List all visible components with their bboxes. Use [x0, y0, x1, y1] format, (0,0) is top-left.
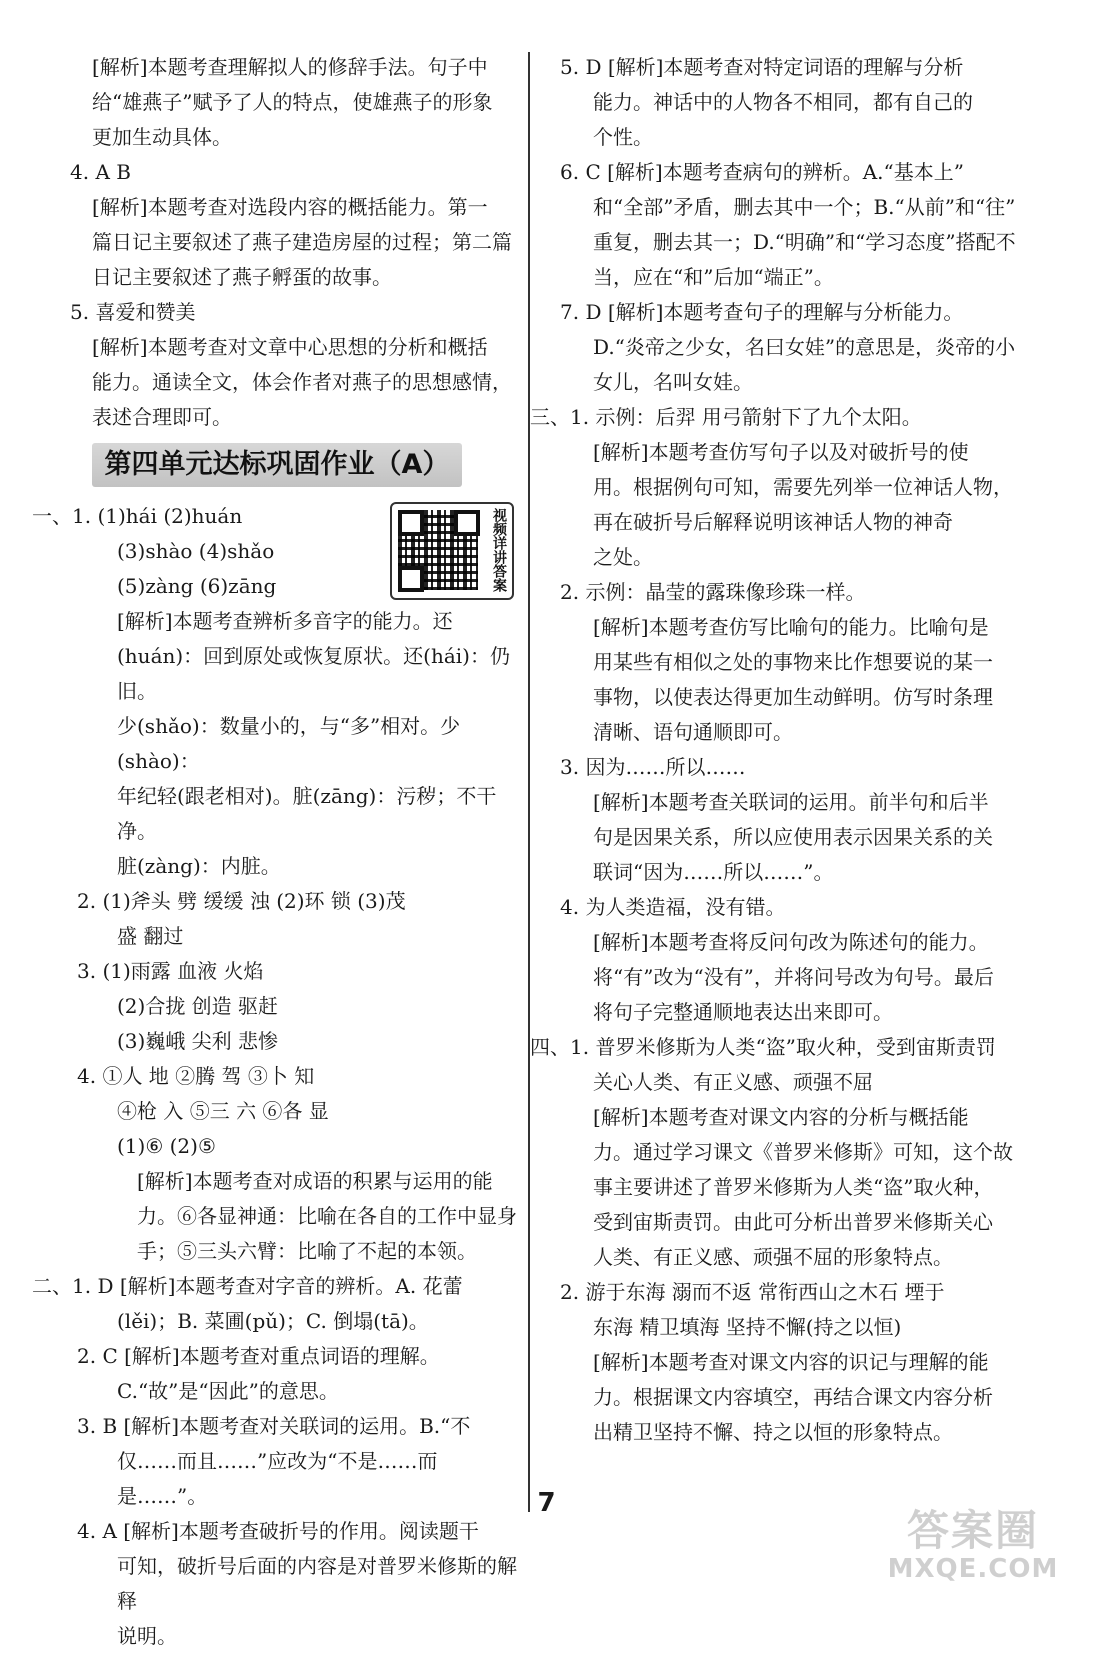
text-line: 4. A [解析]本题考查破折号的作用。阅读题干 — [77, 1519, 479, 1543]
text-line: [解析]本题考查对文章中心思想的分析和概括 — [92, 335, 488, 359]
page-number: 7 — [537, 1488, 556, 1518]
text-line: 脏(zàng)：内脏。 — [117, 854, 281, 878]
text-line: (lěi)；B. 菜圃(pǔ)；C. 倒塌(tā)。 — [117, 1309, 429, 1333]
text-line: 盛 翻过 — [117, 924, 184, 948]
text-line: 能力。通读全文，体会作者对燕子的思想感情， — [92, 370, 512, 394]
qr-label: 视频详讲答案 — [491, 508, 507, 592]
text-line: 说明。 — [117, 1624, 177, 1648]
text-line: 和“全部”矛盾，删去其中一个；B.“从前”和“往” — [593, 195, 1016, 219]
text-line: 7. D [解析]本题考查句子的理解与分析能力。 — [560, 300, 964, 324]
text-line: 表述合理即可。 — [92, 405, 232, 429]
text-line: [解析]本题考查理解拟人的修辞手法。句子中 — [92, 55, 488, 79]
text-line: 清晰、语句通顺即可。 — [593, 720, 793, 744]
text-line: 当，应在“和”后加“端正”。 — [593, 265, 834, 289]
qr-code-icon[interactable] — [390, 502, 514, 600]
column-divider — [528, 52, 530, 1512]
text-line: (1)⑥ (2)⑤ — [117, 1134, 216, 1158]
text-line: 3. B [解析]本题考查对关联词的运用。B.“不 — [77, 1414, 471, 1438]
text-line: [解析]本题考查对课文内容的分析与概括能 — [593, 1105, 969, 1129]
section-4-q1: 四、1. 普罗米修斯为人类“盗”取火种，受到宙斯责罚 — [530, 1035, 996, 1059]
right-column — [530, 50, 1033, 1450]
text-line: 出精卫坚持不懈、持之以恒的形象特点。 — [593, 1420, 953, 1444]
text-line: 句是因果关系，所以应使用表示因果关系的关 — [593, 825, 993, 849]
text-line: 受到宙斯责罚。由此可分析出普罗米修斯关心 — [593, 1210, 993, 1234]
text-line: 手；⑤三头六臂：比喻了不起的本领。 — [137, 1239, 477, 1263]
text-line: 力。⑥各显神通：比喻在各自的工作中显身 — [137, 1204, 517, 1228]
text-line: [解析]本题考查关联词的运用。前半句和后半 — [593, 790, 989, 814]
text-line: 更加生动具体。 — [92, 125, 232, 149]
text-line: 5. D [解析]本题考查对特定词语的理解与分析 — [560, 55, 964, 79]
qr-corner — [454, 510, 480, 536]
text-line: 可知，破折号后面的内容是对普罗米修斯的解释 — [117, 1554, 517, 1613]
text-line: 4. 为人类造福，没有错。 — [560, 895, 786, 919]
text-line: (3)shào (4)shǎo — [117, 539, 275, 563]
qr-corner — [398, 566, 424, 592]
section-3-q1: 三、1. 示例：后羿 用弓箭射下了九个太阳。 — [530, 405, 922, 429]
text-line: (5)zàng (6)zāng — [117, 574, 277, 598]
text-line: 年纪轻(跟老相对)。脏(zāng)：污秽；不干净。 — [117, 784, 497, 843]
text-line: 女儿，名叫女娃。 — [593, 370, 753, 394]
text-line: 力。根据课文内容填空，再结合课文内容分析 — [593, 1385, 993, 1409]
text-line: C.“故”是“因此”的意思。 — [117, 1379, 339, 1403]
text-line: [解析]本题考查对课文内容的识记与理解的能 — [593, 1350, 989, 1374]
text-line: [解析]本题考查辨析多音字的能力。还 — [117, 609, 453, 633]
text-line: [解析]本题考查对选段内容的概括能力。第一 — [92, 195, 488, 219]
text-line: 重复，删去其一；D.“明确”和“学习态度”搭配不 — [593, 230, 1016, 254]
text-line: (3)巍峨 尖利 悲惨 — [117, 1029, 279, 1053]
text-line: 关心人类、有正义感、顽强不屈 — [593, 1070, 873, 1094]
text-line: 东海 精卫填海 坚持不懈(持之以恒) — [593, 1315, 902, 1339]
section-1-q1: 一、1. (1)hái (2)huán — [32, 504, 243, 528]
text-line: 能力。神话中的人物各不相同，都有自己的 — [593, 90, 973, 114]
text-line: [解析]本题考查仿写句子以及对破折号的使 — [593, 440, 969, 464]
text-line: 日记主要叙述了燕子孵蛋的故事。 — [92, 265, 392, 289]
text-line: [解析]本题考查仿写比喻句的能力。比喻句是 — [593, 615, 989, 639]
text-line: 用。根据例句可知，需要先列举一位神话人物， — [593, 475, 1013, 499]
answer-5: 5. 喜爱和赞美 — [70, 300, 196, 324]
text-line: 再在破折号后解释说明该神话人物的神奇 — [593, 510, 953, 534]
text-line: 个性。 — [593, 125, 653, 149]
text-line: 人类、有正义感、顽强不屈的形象特点。 — [593, 1245, 953, 1269]
unit-title-banner: 第四单元达标巩固作业（A） — [92, 443, 462, 487]
section-2-q1: 二、1. D [解析]本题考查对字音的辨析。A. 花蕾 — [32, 1274, 463, 1298]
answer-4: 4. A B — [70, 160, 131, 184]
text-line: 事主要讲述了普罗米修斯为人类“盗”取火种， — [593, 1175, 994, 1199]
watermark-logo — [873, 1508, 1073, 1588]
text-line: 之处。 — [593, 545, 653, 569]
qr-corner — [398, 510, 424, 536]
watermark-url: MXQE.COM — [887, 1554, 1059, 1584]
text-line: [解析]本题考查将反问句改为陈述句的能力。 — [593, 930, 989, 954]
text-line: 篇日记主要叙述了燕子建造房屋的过程；第二篇 — [92, 230, 512, 254]
text-line: (huán)：回到原处或恢复原状。还(hái)：仍旧。 — [117, 644, 510, 703]
text-line: 给“雄燕子”赋予了人的特点，使雄燕子的形象 — [92, 90, 493, 114]
text-line: 2. 示例：晶莹的露珠像珍珠一样。 — [560, 580, 866, 604]
text-line: 力。通过学习课文《普罗米修斯》可知，这个故 — [593, 1140, 1013, 1164]
text-line: 2. C [解析]本题考查对重点词语的理解。 — [77, 1344, 440, 1368]
text-line: D.“炎帝之少女，名曰女娃”的意思是，炎帝的小 — [593, 335, 1016, 359]
watermark-text: 答案圈 — [906, 1506, 1039, 1555]
text-line: 将句子完整通顺地表达出来即可。 — [593, 1000, 893, 1024]
text-line: 用某些有相似之处的事物来比作想要说的某一 — [593, 650, 993, 674]
text-line: 2. (1)斧头 劈 缓缓 浊 (2)环 锁 (3)茂 — [77, 889, 406, 913]
text-line: 3. (1)雨露 血液 火焰 — [77, 959, 264, 983]
text-line: 2. 游于东海 溺而不返 常衔西山之木石 堙于 — [560, 1280, 945, 1304]
text-line: 事物，以使表达得更加生动鲜明。仿写时条理 — [593, 685, 993, 709]
text-line: 3. 因为……所以…… — [560, 755, 746, 779]
text-line: ④枪 入 ⑤三 六 ⑥各 显 — [117, 1099, 329, 1123]
text-line: 6. C [解析]本题考查病句的辨析。A.“基本上” — [560, 160, 964, 184]
text-line: 将“有”改为“没有”，并将问号改为句号。最后 — [593, 965, 994, 989]
text-line: 少(shǎo)：数量小的，与“多”相对。少(shào)： — [117, 714, 461, 773]
text-line: [解析]本题考查对成语的积累与运用的能 — [137, 1169, 493, 1193]
left-column — [32, 50, 522, 1654]
text-line: 4. ①人 地 ②腾 驾 ③卜 知 — [77, 1064, 315, 1088]
text-line: (2)合拢 创造 驱赶 — [117, 994, 279, 1018]
text-line: 联词“因为……所以……”。 — [593, 860, 834, 884]
text-line: 仅……而且……”应改为“不是……而是……”。 — [117, 1449, 438, 1508]
